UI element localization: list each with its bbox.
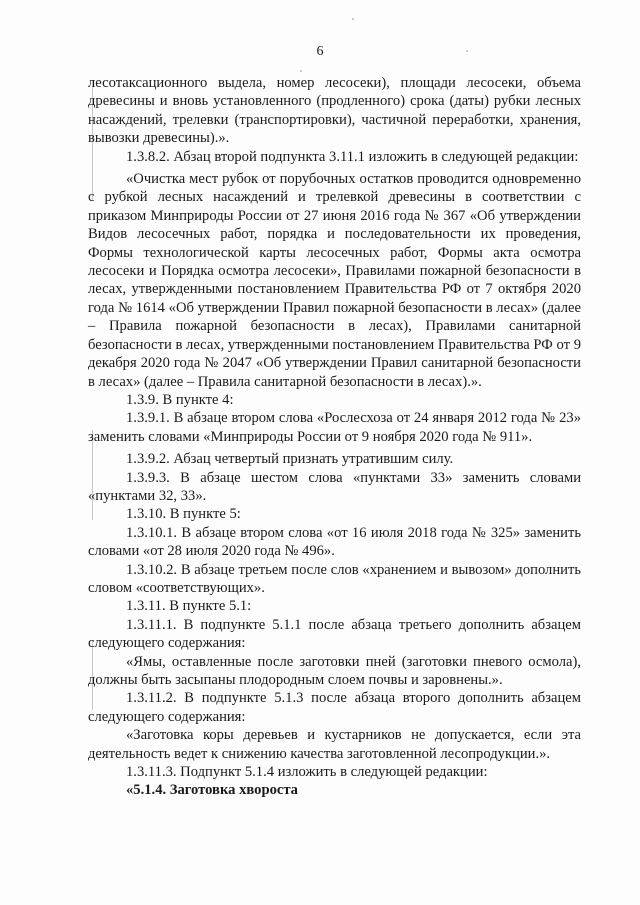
paragraph-1-3-11-2: 1.3.11.2. В подпункте 5.1.3 после абзаца второго дополнить абзацем следующего содержания: [88, 690, 581, 725]
paragraph-1-3-11-3: 1.3.11.3. Подпункт 5.1.4 изложить в следующей редакции: [126, 764, 488, 781]
scan-speck [300, 70, 302, 72]
section-heading-5-1-4: «5.1.4. Заготовка хвороста [126, 782, 298, 799]
paragraph-1-3-11-1: 1.3.11.1. В подпункте 5.1.1 после абзаца третьего дополнить абзацем следующего содержания: [88, 616, 581, 652]
paragraph-1-3-9: 1.3.9. В пункте 4: [126, 391, 234, 408]
paragraph-1-3-8-2: 1.3.8.2. Абзац второй подпункта 3.11.1 изложить в следующей редакции: [126, 148, 579, 165]
document-body [88, 74, 581, 800]
paragraph-quote-bark: «Заготовка коры деревьев и кустарников не допускается, если эта деятельность ведет к снижению качества заготовленной лесопродукции.». [88, 727, 581, 762]
page-number: 6 [316, 44, 324, 59]
paragraph-1-3-10-1: 1.3.10.1. В абзаце втором слова «от 16 июля 2018 года № 325» заменить словами «от 28 июля 2020 года № 496». [88, 524, 581, 560]
paragraph-1-3-9-1: 1.3.9.1. В абзаце втором слова «Рослесхоза от 24 января 2012 года № 23» заменить словами «Минприроды России от 9 ноября 2020 года № 911». [88, 410, 581, 445]
paragraph-1-3-10: 1.3.10. В пункте 5: [126, 506, 241, 523]
paragraph-1-3-10-2: 1.3.10.2. В абзаце третьем после слов «хранением и вывозом» дополнить словом «соответствующих». [88, 561, 581, 596]
paragraph-1-3-11: 1.3.11. В пункте 5.1: [126, 598, 252, 615]
paragraph-1-3-9-3: 1.3.9.3. В абзаце шестом слова «пунктами 33» заменить словами «пунктами 32, 33». [88, 469, 581, 504]
scan-speck [352, 18, 354, 20]
paragraph-continuation: лесотаксационного выдела, номер лесосеки), площади лесосеки, объема древесины и вновь установленного (продленного) срока (даты) рубки лесных насаждений, трелевки (транспортировки), частичной переработки, хранения, вывозки древесины).». [88, 75, 581, 147]
paragraph-quote-cleanup: «Очистка мест рубок от порубочных остатков проводится одновременно с рубкой лесных насаждений и трелевкой древесины в соответствии с приказом Минприроды России от 27 июня 2016 года № 367 «Об утверждении Видов лесосечных работ, порядка и последовательности их проведения, Формы технологической карты лесосечных работ, Формы акта осмотра лесосеки и Порядка осмотра лесосеки», Правилами пожарной безопасности в лесах, утвержденными постановлением Правительства РФ от 7 октября 2020 года № 1614 «Об утверждении Правил пожарной безопасности в лесах» (далее – Правила пожарной безопасности в лесах), Правилами санитарной безопасности в лесах, утвержденными постановлением Правительства РФ от 9 декабря 2020 года № 2047 «Об утверждении Правил санитарной безопасности в лесах» (далее – Правила санитарной безопасности в лесах).». [88, 171, 581, 390]
paragraph-1-3-9-2: 1.3.9.2. Абзац четвертый признать утратившим силу. [126, 451, 454, 468]
paragraph-quote-pits: «Ямы, оставленные после заготовки пней (заготовки пневого осмола), должны быть засыпаны плодородным слоем почвы и заровнены.». [88, 653, 581, 688]
